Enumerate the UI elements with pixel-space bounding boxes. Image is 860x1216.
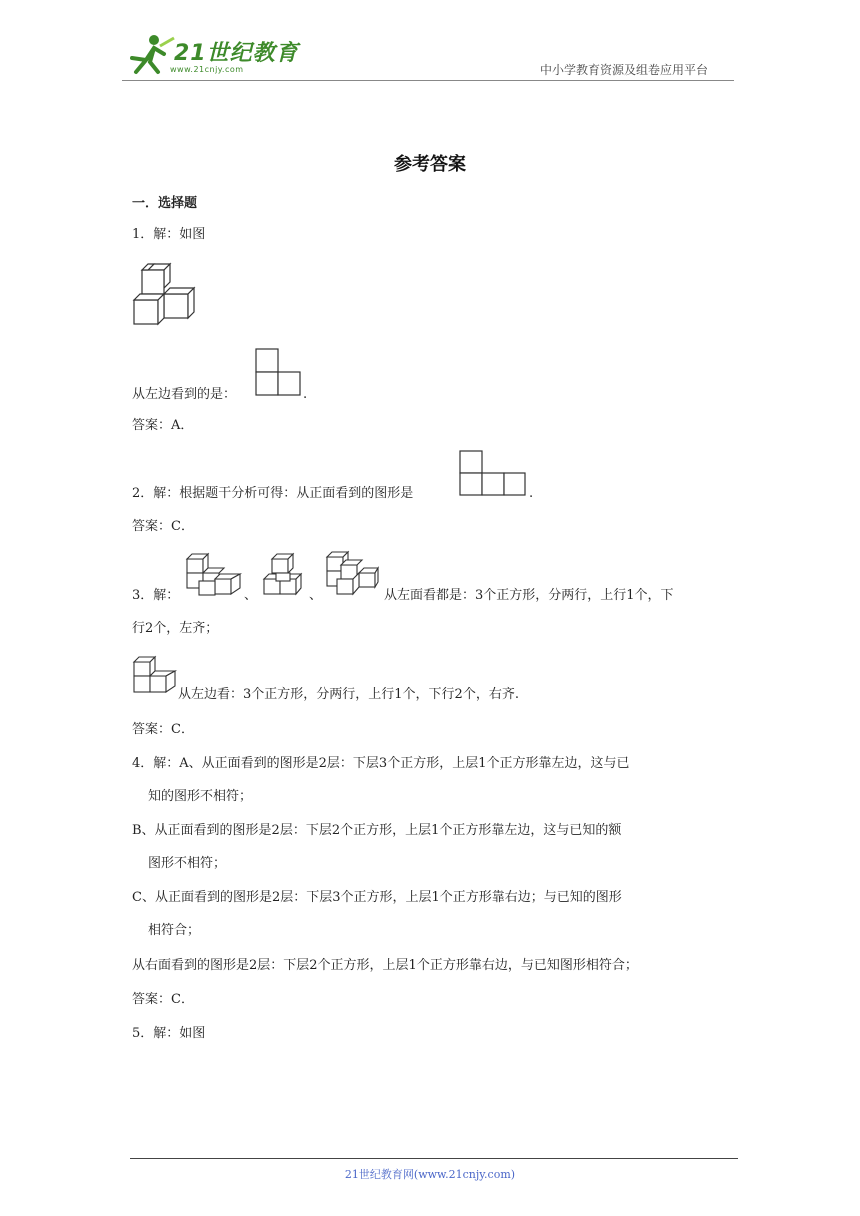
q4-line3: B、从正面看到的图形是2层：下层2个正方形，上层1个正方形靠左边，这与已知的额 (132, 823, 622, 838)
q2-line1-end: . (529, 486, 534, 501)
q3-cube-figure-2 (262, 553, 310, 597)
q3-sep1: 、 (244, 588, 258, 603)
header-platform-text: 中小学教育资源及组卷应用平台 (540, 63, 709, 77)
q4-line6: 相符合； (148, 923, 201, 938)
q2-front-view-figure (460, 451, 526, 496)
q4-line7: 从右面看到的图形是2层：下层2个正方形，上层1个正方形靠右边，与已知图形相符合； (132, 958, 638, 973)
q3-line3: 从左边看：3个正方形，分两行，上行1个，下行2个，右齐. (178, 687, 519, 702)
q4-answer: 答案：C． (132, 992, 194, 1007)
q1-line1: 1．解：如图 (132, 227, 206, 242)
logo-text: 21世纪教育 (174, 41, 299, 66)
q1-line2: 从左边看到的是： (132, 387, 237, 402)
logo-url: www.21cnjy.com (170, 65, 244, 74)
q3-left-view-figure (132, 656, 178, 696)
q3-line2: 行2个，左齐； (132, 621, 219, 636)
q1-cube-figure (132, 264, 198, 328)
q4-line5: C、从正面看到的图形是2层：下层3个正方形，上层1个正方形靠右边；与已知的图形 (132, 890, 622, 905)
footer-divider (130, 1158, 738, 1159)
page-title: 参考答案 (394, 154, 466, 175)
q1-left-view-figure (256, 349, 302, 397)
footer-link[interactable]: 21世纪教育网(www.21cnjy.com) (344, 1168, 516, 1181)
q2-line1: 2．解：根据题干分析可得：从正面看到的图形是 (132, 486, 414, 501)
q4-line4: 图形不相符； (148, 856, 227, 871)
q5-line1: 5．解：如图 (132, 1026, 206, 1041)
q1-answer: 答案：A． (132, 418, 194, 433)
q3-answer: 答案：C． (132, 722, 194, 737)
q3-line1-tail: 从左面看都是：3个正方形，分两行，上行1个，下 (384, 588, 674, 603)
q1-line2-end: . (303, 387, 308, 402)
q3-cube-figure-3 (325, 551, 381, 597)
q3-cube-figure-1 (185, 553, 243, 597)
q3-sep2: 、 (309, 588, 323, 603)
q3-prefix: 3．解： (132, 588, 180, 603)
q2-answer: 答案：C． (132, 519, 194, 534)
q4-line1: 4．解：A、从正面看到的图形是2层：下层3个正方形，上层1个正方形靠左边，这与已 (132, 756, 630, 771)
section-heading: 一．选择题 (132, 196, 198, 211)
q4-line2: 知的图形不相符； (148, 789, 253, 804)
header-divider (122, 80, 734, 81)
